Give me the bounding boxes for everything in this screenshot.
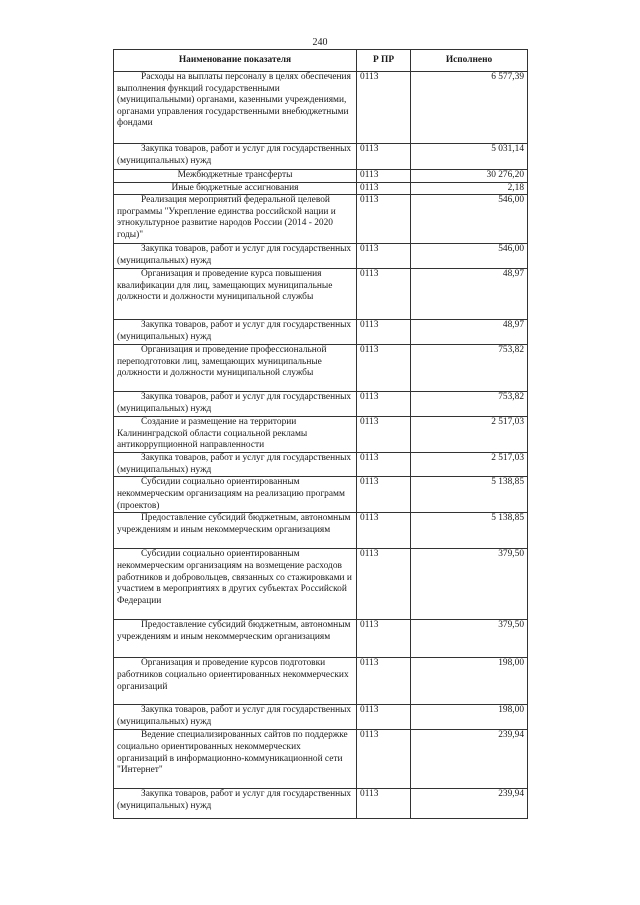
row-value: 30 276,20 — [411, 170, 528, 183]
row-name: Закупка товаров, работ и услуг для государственных (муниципальных) нужд — [114, 789, 357, 819]
table-header-row — [114, 50, 528, 72]
row-name: Межбюджетные трансферты — [114, 170, 357, 183]
table-row — [114, 658, 528, 705]
row-value: 546,00 — [411, 244, 528, 269]
row-value: 379,50 — [411, 620, 528, 658]
row-name: Предоставление субсидий бюджетным, автономным учреждениям и иным некоммерческим организациям — [114, 620, 357, 658]
row-value: 198,00 — [411, 658, 528, 705]
row-value: 5 138,85 — [411, 477, 528, 513]
row-value: 48,97 — [411, 320, 528, 345]
page-number: 240 — [312, 37, 328, 48]
row-code: 0113 — [357, 453, 411, 477]
table-row — [114, 549, 528, 620]
row-code: 0113 — [357, 620, 411, 658]
header-name: Наименование показателя — [114, 50, 357, 72]
row-value: 379,50 — [411, 549, 528, 620]
row-code: 0113 — [357, 244, 411, 269]
row-value: 2 517,03 — [411, 453, 528, 477]
row-name: Субсидии социально ориентированным некоммерческим организациям на возмещение расходов работников и добровольцев, связанных со стажировками и участием в мероприятиях в других субъектах Российской Федерации — [114, 549, 357, 620]
row-code: 0113 — [357, 658, 411, 705]
row-code: 0113 — [357, 345, 411, 392]
row-code: 0113 — [357, 730, 411, 789]
table-row — [114, 170, 528, 183]
row-value: 48,97 — [411, 269, 528, 320]
table-row — [114, 705, 528, 730]
row-code: 0113 — [357, 269, 411, 320]
table-row — [114, 620, 528, 658]
row-code: 0113 — [357, 72, 411, 144]
table-row — [114, 244, 528, 269]
row-value: 546,00 — [411, 195, 528, 244]
row-name: Закупка товаров, работ и услуг для государственных (муниципальных) нужд — [114, 453, 357, 477]
row-name: Создание и размещение на территории Калининградской области социальной рекламы антикоррупционной направленности — [114, 417, 357, 453]
row-code: 0113 — [357, 170, 411, 183]
table-row — [114, 417, 528, 453]
table-row — [114, 513, 528, 549]
row-code: 0113 — [357, 477, 411, 513]
table-body — [114, 72, 528, 819]
row-name: Ведение специализированных сайтов по поддержке социально ориентированных некоммерческих организаций в информационно-коммуникационной сети "Интернет" — [114, 730, 357, 789]
row-value: 5 031,14 — [411, 144, 528, 170]
row-value: 239,94 — [411, 730, 528, 789]
row-code: 0113 — [357, 182, 411, 195]
row-value: 753,82 — [411, 345, 528, 392]
row-code: 0113 — [357, 417, 411, 453]
row-name: Закупка товаров, работ и услуг для государственных (муниципальных) нужд — [114, 320, 357, 345]
header-value: Исполнено — [411, 50, 528, 72]
row-name: Закупка товаров, работ и услуг для государственных (муниципальных) нужд — [114, 244, 357, 269]
row-name: Организация и проведение профессиональной переподготовки лиц, замещающих муниципальные должности и должности муниципальной службы — [114, 345, 357, 392]
table-row — [114, 320, 528, 345]
row-code: 0113 — [357, 705, 411, 730]
table-row — [114, 392, 528, 417]
header-code: Р ПР — [357, 50, 411, 72]
row-value: 2,18 — [411, 182, 528, 195]
row-code: 0113 — [357, 144, 411, 170]
budget-table — [113, 49, 528, 819]
row-name: Расходы на выплаты персоналу в целях обеспечения выполнения функций государственными (муниципальными) органами, казенными учреждениями, органами управления государственными внебюджетными фондами — [114, 72, 357, 144]
row-code: 0113 — [357, 195, 411, 244]
table-row — [114, 789, 528, 819]
row-value: 753,82 — [411, 392, 528, 417]
table-row — [114, 345, 528, 392]
row-value: 5 138,85 — [411, 513, 528, 549]
row-code: 0113 — [357, 320, 411, 345]
table-row — [114, 144, 528, 170]
table-row — [114, 72, 528, 144]
row-value: 239,94 — [411, 789, 528, 819]
row-name: Реализация мероприятий федеральной целевой программы "Укрепление единства российской нации и этнокультурное развитие народов России (2014 - 2020 годы)" — [114, 195, 357, 244]
table-row — [114, 730, 528, 789]
row-value: 198,00 — [411, 705, 528, 730]
row-value: 6 577,39 — [411, 72, 528, 144]
row-value: 2 517,03 — [411, 417, 528, 453]
table-row — [114, 182, 528, 195]
row-code: 0113 — [357, 392, 411, 417]
row-name: Закупка товаров, работ и услуг для государственных (муниципальных) нужд — [114, 705, 357, 730]
row-code: 0113 — [357, 549, 411, 620]
row-name: Организация и проведение курсов подготовки работников социально ориентированных некоммерческих организаций — [114, 658, 357, 705]
row-name: Субсидии социально ориентированным некоммерческим организациям на реализацию программ (проектов) — [114, 477, 357, 513]
table-row — [114, 477, 528, 513]
row-name: Иные бюджетные ассигнования — [114, 182, 357, 195]
row-code: 0113 — [357, 789, 411, 819]
table-row — [114, 269, 528, 320]
row-name: Предоставление субсидий бюджетным, автономным учреждениям и иным некоммерческим организациям — [114, 513, 357, 549]
row-code: 0113 — [357, 513, 411, 549]
row-name: Организация и проведение курса повышения квалификации для лиц, замещающих муниципальные должности и должности муниципальной службы — [114, 269, 357, 320]
table-row — [114, 453, 528, 477]
table-row — [114, 195, 528, 244]
row-name: Закупка товаров, работ и услуг для государственных (муниципальных) нужд — [114, 144, 357, 170]
row-name: Закупка товаров, работ и услуг для государственных (муниципальных) нужд — [114, 392, 357, 417]
